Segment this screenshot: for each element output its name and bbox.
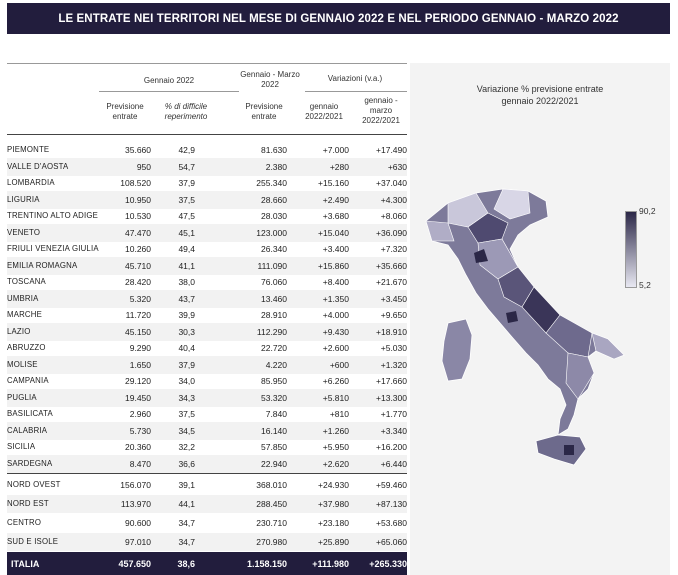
row-var1: +7.000 [322, 145, 349, 155]
row-diff: 37,5 [178, 409, 195, 419]
row-prev: 97.010 [125, 537, 151, 547]
table-row [7, 207, 407, 225]
row-diff: 47,5 [178, 211, 195, 221]
table-row [7, 438, 407, 456]
row-name: FRIULI VENEZIA GIULIA [7, 244, 99, 253]
sardinia [442, 319, 472, 381]
row-var2: +59.460 [376, 480, 407, 490]
map-title-line2: gennaio 2022/2021 [501, 96, 579, 106]
row-prev: 950 [136, 161, 151, 172]
total-var1: +111.980 [312, 559, 349, 569]
row-var2: +21.670 [376, 277, 407, 287]
table-row [7, 422, 407, 440]
row-prev3: 16.140 [261, 425, 287, 436]
row-prev3: 22.720 [261, 343, 287, 353]
row-name: VENETO [7, 227, 41, 237]
row-prev3: 2.380 [265, 161, 287, 172]
header-group-gennaio: Gennaio 2022 [143, 76, 195, 85]
table-row [7, 455, 407, 473]
row-name: ABRUZZO [7, 343, 46, 352]
row-var2: +630 [387, 161, 407, 172]
row-diff: 39,1 [178, 480, 195, 490]
table-row [7, 372, 407, 390]
row-var1: +9.430 [322, 326, 349, 337]
row-diff: 34,3 [178, 392, 195, 403]
row-name: SICILIA [7, 442, 36, 451]
row-name: BASILICATA [7, 409, 53, 418]
row-var1: +3.400 [322, 244, 349, 254]
row-name: CALABRIA [7, 425, 48, 435]
row-prev: 10.260 [125, 244, 151, 254]
row-name: SARDEGNA [7, 458, 53, 468]
row-name: PUGLIA [7, 392, 37, 402]
row-var2: +13.300 [376, 392, 407, 403]
row-prev: 113.970 [120, 499, 151, 509]
row-diff: 37,9 [178, 178, 195, 188]
row-name: MOLISE [7, 359, 38, 369]
row-diff: 41,1 [178, 260, 195, 271]
row-var2: +53.680 [376, 518, 407, 528]
row-prev: 28.420 [125, 277, 151, 287]
row-name: UMBRIA [7, 293, 39, 303]
page-title: LE ENTRATE NEI TERRITORI NEL MESE DI GENNAIO 2022 E NEL PERIODO GENNAIO - MARZO 2022 [7, 3, 670, 34]
table-row [7, 191, 407, 209]
row-var1: +15.040 [318, 227, 349, 238]
table-header [7, 63, 407, 134]
row-prev: 108.520 [120, 178, 151, 188]
row-var1: +810 [329, 409, 349, 419]
row-diff: 45,1 [178, 227, 195, 238]
row-var1: +4.000 [322, 310, 349, 320]
macro-row [7, 533, 407, 551]
table-row [7, 323, 407, 341]
row-var2: +37.040 [376, 178, 407, 188]
row-name: CENTRO [7, 518, 42, 527]
row-diff: 30,3 [178, 326, 195, 337]
row-diff: 38,0 [178, 277, 195, 287]
row-diff: 36,6 [178, 458, 195, 469]
row-prev: 35.660 [125, 145, 151, 155]
row-diff: 43,7 [178, 293, 195, 304]
total-name: ITALIA [11, 559, 40, 569]
row-var2: +17.660 [376, 376, 407, 386]
italy-mainland [426, 189, 624, 435]
row-prev: 1.650 [129, 359, 151, 370]
row-prev3: 7.840 [265, 409, 287, 419]
row-prev: 10.530 [125, 211, 151, 221]
row-var1: +23.180 [318, 518, 349, 528]
row-prev3: 368.010 [256, 480, 287, 490]
row-prev: 45.710 [125, 260, 151, 271]
row-var2: +35.660 [376, 260, 407, 271]
row-diff: 34,0 [178, 376, 195, 386]
row-prev: 47.470 [125, 227, 151, 238]
row-var1: +3.680 [322, 211, 349, 221]
row-prev: 8.470 [129, 458, 151, 469]
row-name: LOMBARDIA [7, 178, 55, 187]
row-diff: 42,9 [178, 145, 195, 155]
row-name: SUD E ISOLE [7, 537, 59, 546]
row-var1: +2.600 [322, 343, 349, 353]
header-var-periodo: gennaio - marzo 2022/2021 [362, 96, 400, 125]
legend-max: 90,2 [639, 206, 656, 216]
row-prev: 5.730 [129, 425, 151, 436]
total-row [7, 552, 407, 575]
row-name: VALLE D'AOSTA [7, 161, 69, 171]
row-diff: 37,9 [178, 359, 195, 370]
row-var1: +280 [329, 161, 349, 172]
row-prev3: 22.940 [261, 458, 287, 469]
row-var2: +1.770 [380, 409, 407, 419]
row-prev: 45.150 [125, 326, 151, 337]
row-var1: +2.490 [322, 194, 349, 205]
row-name: NORD EST [7, 499, 49, 508]
row-prev3: 28.660 [261, 194, 287, 205]
table-row [7, 356, 407, 374]
row-var2: +6.440 [380, 458, 407, 469]
row-prev3: 81.630 [261, 145, 287, 155]
row-name: TRENTINO ALTO ADIGE [7, 211, 99, 220]
row-var2: +7.320 [380, 244, 407, 254]
macro-row [7, 495, 407, 513]
row-diff: 32,2 [178, 442, 195, 452]
total-prev3: 1.158.150 [246, 559, 287, 569]
row-prev: 156.070 [120, 480, 151, 490]
row-var1: +1.260 [322, 425, 349, 436]
row-name: TOSCANA [7, 277, 46, 286]
header-var-gennaio: gennaio 2022/2021 [305, 102, 343, 121]
row-diff: 39,9 [178, 310, 195, 320]
row-var1: +15.160 [318, 178, 349, 188]
row-var1: +600 [329, 359, 349, 370]
table-row [7, 306, 407, 324]
row-name: LIGURIA [7, 194, 40, 204]
row-var1: +5.810 [322, 392, 349, 403]
table-row [7, 240, 407, 258]
row-prev3: 255.340 [256, 178, 287, 188]
header-difficile: % di difficile reperimento [164, 102, 208, 121]
row-prev3: 76.060 [261, 277, 287, 287]
row-var1: +2.620 [322, 458, 349, 469]
row-prev3: 85.950 [261, 376, 287, 386]
row-prev: 19.450 [125, 392, 151, 403]
italy-map [418, 183, 633, 503]
row-var1: +6.260 [322, 376, 349, 386]
row-diff: 40,4 [178, 343, 195, 353]
row-prev: 20.360 [125, 442, 151, 452]
header-group-variazioni: Variazioni (v.a.) [327, 74, 383, 83]
row-prev: 90.600 [125, 518, 151, 528]
row-name: NORD OVEST [7, 480, 61, 489]
row-var2: +8.060 [380, 211, 407, 221]
header-group-periodo: Gennaio - Marzo 2022 [240, 70, 300, 89]
row-diff: 37,5 [178, 194, 195, 205]
row-prev3: 28.030 [261, 211, 287, 221]
total-var2: +265.330 [369, 559, 407, 569]
row-var1: +15.860 [318, 260, 349, 271]
row-name: CAMPANIA [7, 376, 49, 385]
table-row [7, 141, 407, 159]
table-row [7, 389, 407, 407]
row-name: LAZIO [7, 326, 31, 336]
row-diff: 49,4 [178, 244, 195, 254]
header-previsione-periodo: Previsione entrate [245, 102, 283, 121]
row-prev: 2.960 [129, 409, 151, 419]
row-var2: +18.910 [376, 326, 407, 337]
total-prev: 457.650 [118, 559, 151, 569]
table-row [7, 257, 407, 275]
map-panel [410, 63, 670, 575]
row-prev3: 112.290 [256, 326, 287, 337]
row-prev3: 270.980 [256, 537, 287, 547]
row-prev: 29.120 [125, 376, 151, 386]
legend-min: 5,2 [639, 280, 651, 290]
row-name: EMILIA ROMAGNA [7, 260, 78, 270]
row-prev: 10.950 [125, 194, 151, 205]
row-name: PIEMONTE [7, 145, 50, 154]
macro-row [7, 476, 407, 494]
header-previsione: Previsione entrate [106, 102, 144, 121]
row-prev3: 53.320 [261, 392, 287, 403]
row-var2: +17.490 [376, 145, 407, 155]
row-diff: 54,7 [178, 161, 195, 172]
row-var2: +16.200 [376, 442, 407, 452]
row-prev3: 111.090 [257, 260, 287, 271]
row-var1: +8.400 [322, 277, 349, 287]
row-var1: +24.930 [318, 480, 349, 490]
row-var2: +9.650 [380, 310, 407, 320]
row-var2: +5.030 [380, 343, 407, 353]
row-prev3: 4.220 [265, 359, 287, 370]
row-name: MARCHE [7, 310, 42, 319]
row-prev3: 288.450 [256, 499, 287, 509]
row-diff: 34,7 [178, 537, 195, 547]
table-row [7, 224, 407, 242]
table-row [7, 339, 407, 357]
row-prev3: 28.910 [261, 310, 287, 320]
table-row [7, 405, 407, 423]
total-diff: 38,6 [177, 559, 195, 569]
data-table [7, 63, 407, 575]
sicily [536, 435, 586, 465]
row-diff: 34,7 [178, 518, 195, 528]
row-prev3: 13.460 [261, 293, 287, 304]
row-var1: +5.950 [322, 442, 349, 452]
row-var2: +3.340 [380, 425, 407, 436]
row-prev3: 26.340 [261, 244, 287, 254]
row-var2: +1.320 [380, 359, 407, 370]
row-var2: +87.130 [376, 499, 407, 509]
table-row [7, 290, 407, 308]
row-prev: 5.320 [129, 293, 151, 304]
row-prev3: 230.710 [256, 518, 287, 528]
macro-row [7, 514, 407, 532]
map-title-line1: Variazione % previsione entrate [476, 84, 604, 94]
row-var2: +4.300 [380, 194, 407, 205]
row-var2: +65.060 [376, 537, 407, 547]
row-prev3: 123.000 [256, 227, 287, 238]
row-var1: +25.890 [318, 537, 349, 547]
table-row [7, 174, 407, 192]
separator [7, 473, 407, 474]
row-prev: 9.290 [129, 343, 151, 353]
table-row [7, 158, 407, 176]
legend-color-scale [625, 211, 637, 288]
row-prev3: 57.850 [261, 442, 287, 452]
row-var2: +3.450 [380, 293, 407, 304]
row-diff: 44,1 [178, 499, 195, 509]
row-var2: +36.090 [376, 227, 407, 238]
row-var1: +1.350 [322, 293, 349, 304]
table-row [7, 273, 407, 291]
row-prev: 11.720 [125, 310, 151, 320]
map-title [410, 83, 670, 107]
row-diff: 34,5 [178, 425, 195, 436]
row-var1: +37.980 [318, 499, 349, 509]
